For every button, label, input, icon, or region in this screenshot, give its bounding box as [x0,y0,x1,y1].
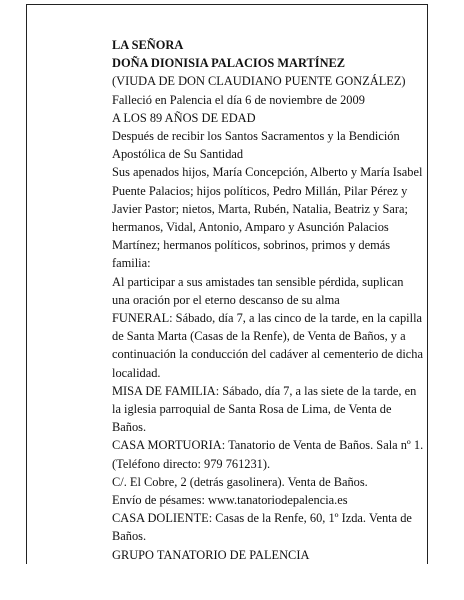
age: A LOS 89 AÑOS DE EDAD [112,110,256,125]
widow-of: (VIUDA DE DON CLAUDIANO PUENTE GONZÁLEZ) [112,74,406,89]
prayer-request: Al participar a sus amistades tan sensible pérdida, suplican una oración por el eterno descanso de su alma [112,274,404,307]
family-list: Sus apenados hijos, María Concepción, Alberto y María Isabel Puente Palacios; hijos políticos, Pedro Millán, Pilar Pérez y Javier Pastor; nietos, Marta, Rubén, Natalia, Beatriz y Sara; hermanos, Vidal, Antonio, Amparo y Asunción Palacios Martínez; hermanos políticos, sobrinos, primos y demás familia: [112,165,423,271]
sacraments: Después de recibir los Santos Sacramentos y la Bendición Apostólica de Su Santidad [112,129,400,162]
death-date: Falleció en Palencia el día 6 de noviembre de 2009 [112,92,365,107]
mourning-house: CASA DOLIENTE: Casas de la Renfe, 60, 1º Izda. Venta de Baños. [112,511,412,544]
mortuary-address: C/. El Cobre, 2 (detrás gasolinera). Venta de Baños. [112,474,368,489]
condolences-website: Envío de pésames: www.tanatoriodepalencia.es [112,493,348,508]
deceased-name: DOÑA DIONISIA PALACIOS MARTÍNEZ [112,56,346,71]
funeral-info: FUNERAL: Sábado, día 7, a las cinco de la tarde, en la capilla de Santa Marta (Casas de la Renfe), de Venta de Baños, y a continuación la conducción del cadáver al cementerio de dicha localidad. [112,311,423,380]
mortuary-info: CASA MORTUORIA: Tanatorio de Venta de Baños. Sala nº 1. (Teléfono directo: 979 761231). [112,438,424,471]
mass-info: MISA DE FAMILIA: Sábado, día 7, a las siete de la tarde, en la iglesia parroquial de Santa Rosa de Lima, de Venta de Baños. [112,383,417,435]
funeral-home-group: GRUPO TANATORIO DE PALENCIA [112,547,310,562]
notice-title: LA SEÑORA [112,38,184,52]
obituary-notice [112,36,424,564]
